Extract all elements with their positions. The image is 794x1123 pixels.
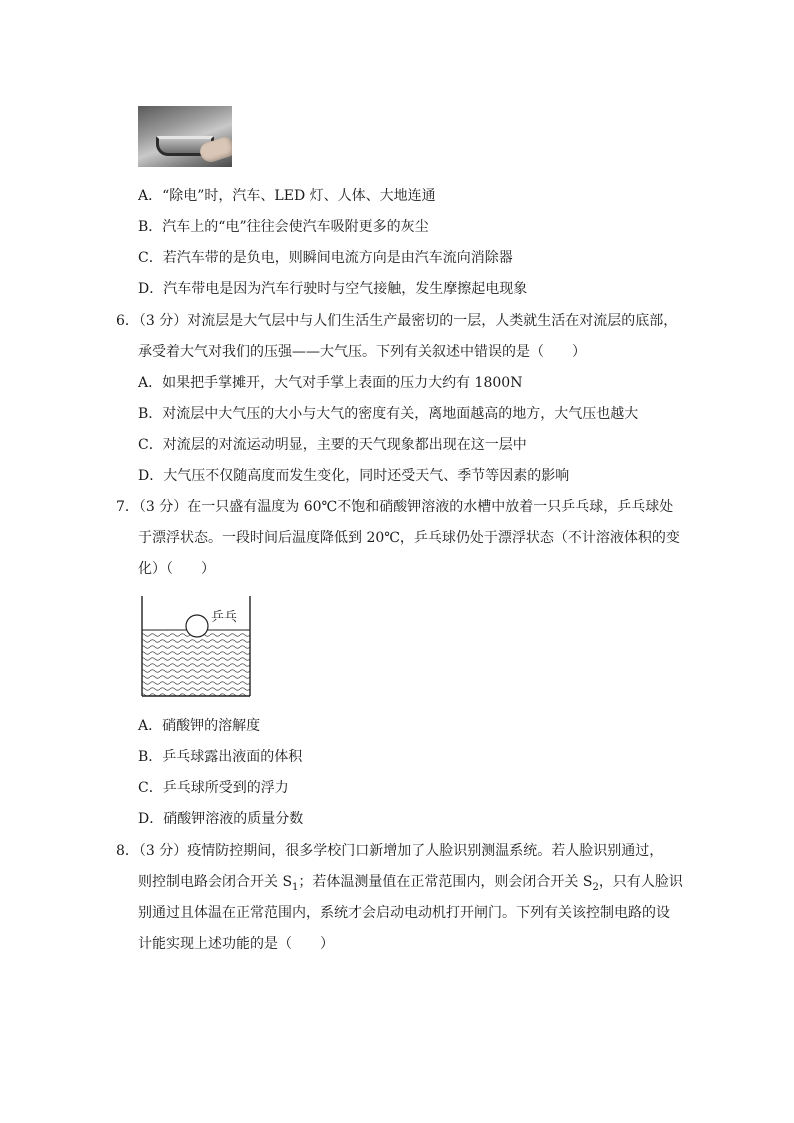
q5-option-b: B．汽车上的“电”往往会使汽车吸附更多的灰尘	[138, 219, 429, 235]
q8-line2-part-c: ，只有人脸识	[598, 874, 683, 890]
q6-option-d: D．大气压不仅随高度而发生变化，同时还受天气、季节等因素的影响	[138, 468, 570, 484]
q5-option-c: C．若汽车带的是负电，则瞬间电流方向是由汽车流向消除器	[138, 250, 513, 266]
q6-option-b: B．对流层中大气压的大小与大气的密度有关，离地面越高的地方，大气压也越大	[138, 406, 639, 422]
q7-stem-line-2: 于漂浮状态。一段时间后温度降低到 20℃，乒乓球仍处于漂浮状态（不计溶液体积的变	[138, 530, 680, 546]
q8-stem-line-1: 8．（3 分）疫情防控期间，很多学校门口新增加了人脸识别测温系统。若人脸识别通过，	[116, 843, 664, 859]
q5-option-a: A．“除电”时，汽车、LED 灯、人体、大地连通	[138, 188, 436, 204]
beaker-diagram	[140, 596, 252, 698]
q7-option-d: D．硝酸钾溶液的质量分数	[138, 811, 304, 827]
q5-option-d: D．汽车带电是因为汽车行驶时与空气接触，发生摩擦起电现象	[138, 281, 528, 297]
q7-stem-line-3: 化）（ ）	[138, 561, 215, 577]
q7-option-a: A．硝酸钾的溶解度	[138, 718, 261, 734]
q8-line2-part-a: 则控制电路会闭合开关 S	[138, 874, 293, 890]
q6-stem-line-1: 6．（3 分）对流层是大气层中与人们生活生产最密切的一层，人类就生活在对流层的底部，	[116, 313, 678, 329]
q6-stem-line-2: 承受着大气对我们的压强——大气压。下列有关叙述中错误的是（ ）	[138, 344, 586, 360]
solution-liquid	[142, 630, 250, 696]
q7-option-b: B．乒乓球露出液面的体积	[138, 749, 303, 765]
q8-stem-line-4: 计能实现上述功能的是（ ）	[138, 936, 334, 952]
q8-line2-part-b: ；若体温测量值在正常范围内，则会闭合开关 S	[298, 874, 593, 890]
q8-stem-line-3: 别通过且体温在正常范围内，系统才会启动电动机打开闸门。下列有关该控制电路的设	[138, 905, 670, 921]
ping-pong-ball	[186, 615, 208, 637]
q6-option-c: C．对流层的对流运动明显，主要的天气现象都出现在这一层中	[138, 437, 527, 453]
ball-label: 乒乓	[211, 610, 238, 625]
car-door-handle-photo	[138, 106, 232, 167]
q7-option-c: C．乒乓球所受到的浮力	[138, 780, 289, 796]
s2-subscript: 2	[592, 881, 599, 893]
s1-subscript: 1	[292, 881, 299, 893]
q8-stem-line-2	[138, 872, 683, 892]
q7-stem-line-1: 7．（3 分）在一只盛有温度为 60℃不饱和硝酸钾溶液的水槽中放着一只乒乓球，乒乓球处	[116, 499, 674, 515]
q6-option-a: A．如果把手掌摊开，大气对手掌上表面的压力大约有 1800N	[138, 375, 523, 391]
